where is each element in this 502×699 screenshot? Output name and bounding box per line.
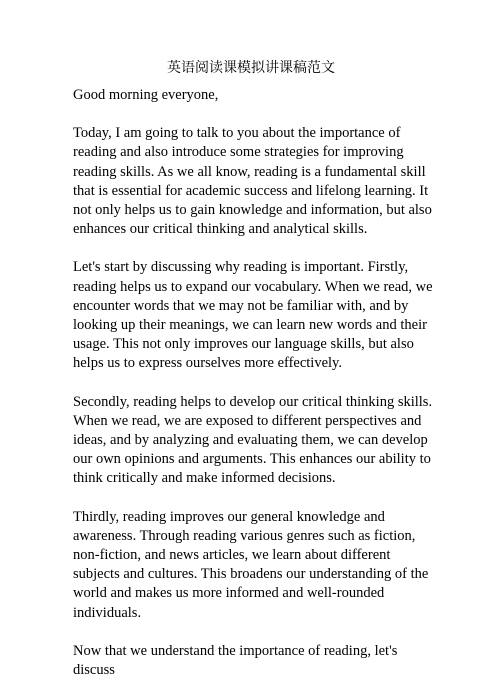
greeting-text: Good morning everyone, [73,87,219,103]
paragraph-3: Secondly, reading helps to develop our critical thinking skills. When we read, we are exposed to different perspectives and ideas, and by analyzing and evaluating them, we can develop our own opinions and arguments. This enhances our ability to think critically and make informed decisions. [73,393,433,487]
document-title: 英语阅读课模拟讲课稿范文 [167,60,335,76]
paragraph-2: Let's start by discussing why reading is important. Firstly, reading helps us to expand our vocabulary. When we read, we encounter words that we may not be familiar with, and by looking up their meanings, we can learn new words and their usage. This not only improves our language skills, but also helps us to express ourselves more effectively. [73,259,433,372]
paragraph-4: Thirdly, reading improves our general knowledge and awareness. Through reading various genres such as fiction, non-fiction, and news articles, we learn about different subjects and cultures. This broadens our understanding of the world and makes us more informed and well-rounded individuals. [73,508,429,621]
document-body [73,86,435,699]
paragraph-1: Today, I am going to talk to you about the importance of reading and also introduce some strategies for improving reading skills. As we all know, reading is a fundamental skill that is essential for academic success and lifelong learning. It not only helps us to gain knowledge and information, but also enhances our critical thinking and analytical skills. [73,125,432,238]
paragraph-5: Now that we understand the importance of reading, let's discuss [73,642,398,679]
